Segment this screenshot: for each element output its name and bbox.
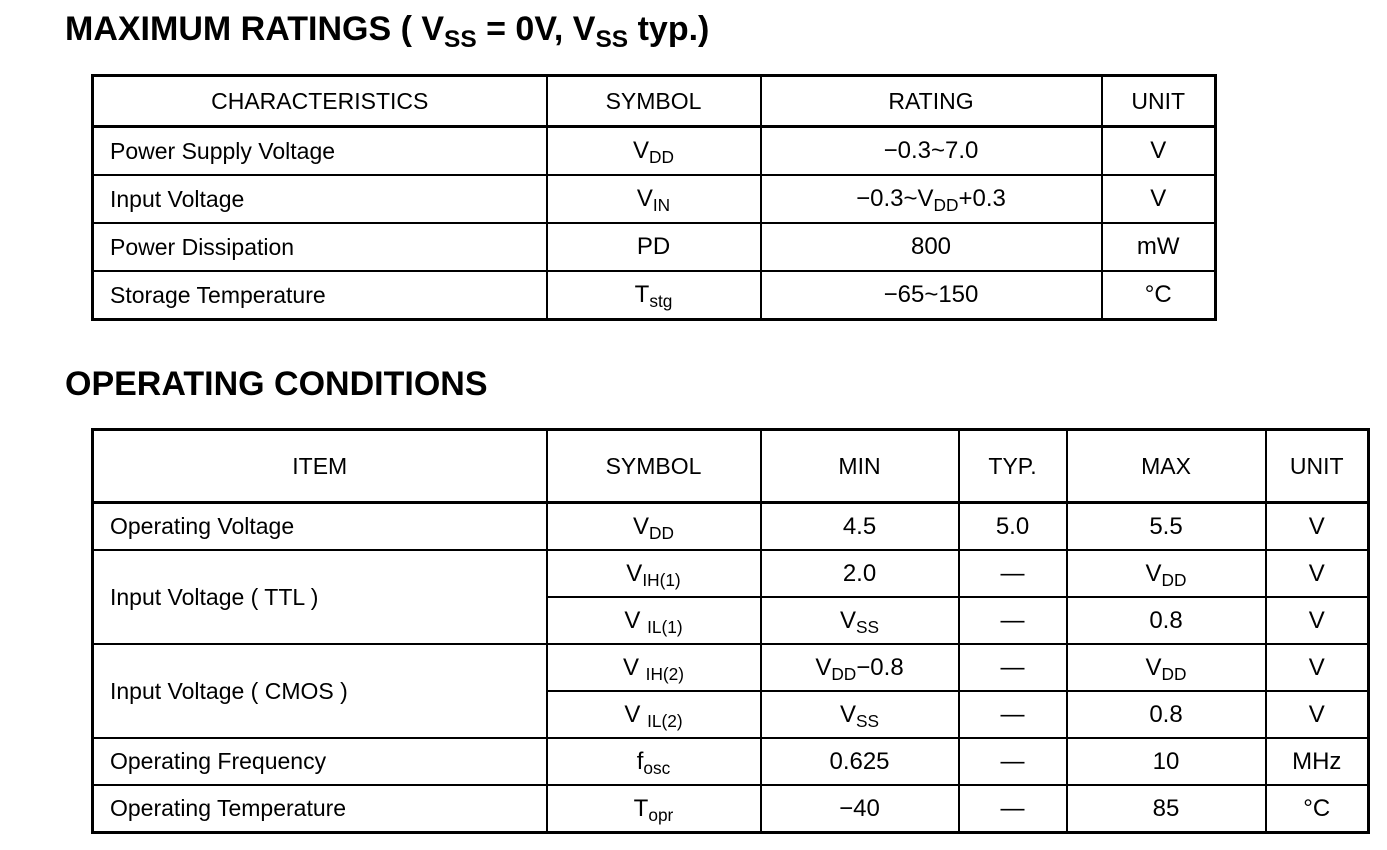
table-row xyxy=(93,644,1369,691)
header-unit: UNIT xyxy=(1102,76,1216,127)
header-rating: RATING xyxy=(761,76,1102,127)
typ-cell: — xyxy=(959,550,1067,597)
table-row xyxy=(93,175,1216,223)
symbol-cell: $V_{DD}$ xyxy=(547,503,761,551)
rating-cell: 800 xyxy=(761,223,1102,271)
header-typ: TYP. xyxy=(959,430,1067,503)
typ-cell: — xyxy=(959,597,1067,644)
operating-conditions-title: OPERATING CONDITIONS xyxy=(65,365,488,403)
characteristic-cell: Power Supply Voltage xyxy=(93,127,547,176)
unit-cell: mW xyxy=(1102,223,1216,271)
min-cell: −40 xyxy=(761,785,959,833)
symbol-cell: V $_{IL(2)}$ xyxy=(547,691,761,738)
table-row xyxy=(93,503,1369,551)
min-cell: 4.5 xyxy=(761,503,959,551)
unit-cell: V xyxy=(1266,550,1369,597)
header-symbol: SYMBOL xyxy=(547,76,761,127)
table-row xyxy=(93,223,1216,271)
header-symbol: SYMBOL xyxy=(547,430,761,503)
symbol-cell: V $_{IL(1)}$ xyxy=(547,597,761,644)
symbol-cell: PD xyxy=(547,223,761,271)
typ-cell: — xyxy=(959,785,1067,833)
item-cell: Operating Frequency xyxy=(93,738,547,785)
symbol-cell: $V_{IH(1)}$ xyxy=(547,550,761,597)
characteristic-cell: Input Voltage xyxy=(93,175,547,223)
header-unit: UNIT xyxy=(1266,430,1369,503)
unit-cell: °C xyxy=(1102,271,1216,320)
rating-cell: −0.3~7.0 xyxy=(761,127,1102,176)
min-cell: 2.0 xyxy=(761,550,959,597)
rating-cell: $-0.3\sim V_{DD}+0.3$ xyxy=(761,175,1102,223)
header-max: MAX xyxy=(1067,430,1266,503)
max-cell: $V_{DD}$ xyxy=(1067,550,1266,597)
item-cell: Input Voltage ( CMOS ) xyxy=(93,644,547,738)
table-row xyxy=(93,550,1369,597)
characteristic-cell: Power Dissipation xyxy=(93,223,547,271)
unit-cell: V xyxy=(1266,644,1369,691)
header-min: MIN xyxy=(761,430,959,503)
table-row xyxy=(93,738,1369,785)
symbol-cell: $V_{IN}$ xyxy=(547,175,761,223)
item-cell: Input Voltage ( TTL ) xyxy=(93,550,547,644)
max-cell: 0.8 xyxy=(1067,691,1266,738)
max-ratings-title xyxy=(65,10,710,53)
operating-header-row xyxy=(93,430,1369,503)
max-cell: 85 xyxy=(1067,785,1266,833)
unit-cell: V xyxy=(1266,597,1369,644)
typ-cell: — xyxy=(959,644,1067,691)
characteristic-cell: Storage Temperature xyxy=(93,271,547,320)
typ-cell: — xyxy=(959,738,1067,785)
max-cell: 5.5 xyxy=(1067,503,1266,551)
max-cell: 10 xyxy=(1067,738,1266,785)
rating-cell: −65~150 xyxy=(761,271,1102,320)
typ-cell: 5.0 xyxy=(959,503,1067,551)
unit-cell: V xyxy=(1102,127,1216,176)
symbol-cell: $f_{osc}$ xyxy=(547,738,761,785)
unit-cell: V xyxy=(1102,175,1216,223)
min-cell: $V_{SS}$ xyxy=(761,597,959,644)
max-cell: $V_{DD}$ xyxy=(1067,644,1266,691)
max-ratings-condition: ( $V_{SS} = 0V$, $V_{SS}$ typ.) xyxy=(400,10,710,53)
max-ratings-table xyxy=(91,74,1217,321)
table-row xyxy=(93,785,1369,833)
item-cell: Operating Temperature xyxy=(93,785,547,833)
unit-cell: °C xyxy=(1266,785,1369,833)
symbol-cell: $T_{opr}$ xyxy=(547,785,761,833)
symbol-cell: $T_{stg}$ xyxy=(547,271,761,320)
unit-cell: MHz xyxy=(1266,738,1369,785)
table-row xyxy=(93,271,1216,320)
max-ratings-title-text: MAXIMUM RATINGS xyxy=(65,10,392,48)
min-cell: 0.625 xyxy=(761,738,959,785)
item-cell: Operating Voltage xyxy=(93,503,547,551)
min-cell: $V_{DD}-0.8$ xyxy=(761,644,959,691)
typ-cell: — xyxy=(959,691,1067,738)
header-item: ITEM xyxy=(93,430,547,503)
symbol-cell: V $_{IH(2)}$ xyxy=(547,644,761,691)
max-cell: 0.8 xyxy=(1067,597,1266,644)
table-row xyxy=(93,127,1216,176)
header-characteristics: CHARACTERISTICS xyxy=(93,76,547,127)
symbol-cell: $V_{DD}$ xyxy=(547,127,761,176)
max-ratings-header-row xyxy=(93,76,1216,127)
min-cell: $V_{SS}$ xyxy=(761,691,959,738)
unit-cell: V xyxy=(1266,691,1369,738)
operating-conditions-table xyxy=(91,428,1370,834)
unit-cell: V xyxy=(1266,503,1369,551)
